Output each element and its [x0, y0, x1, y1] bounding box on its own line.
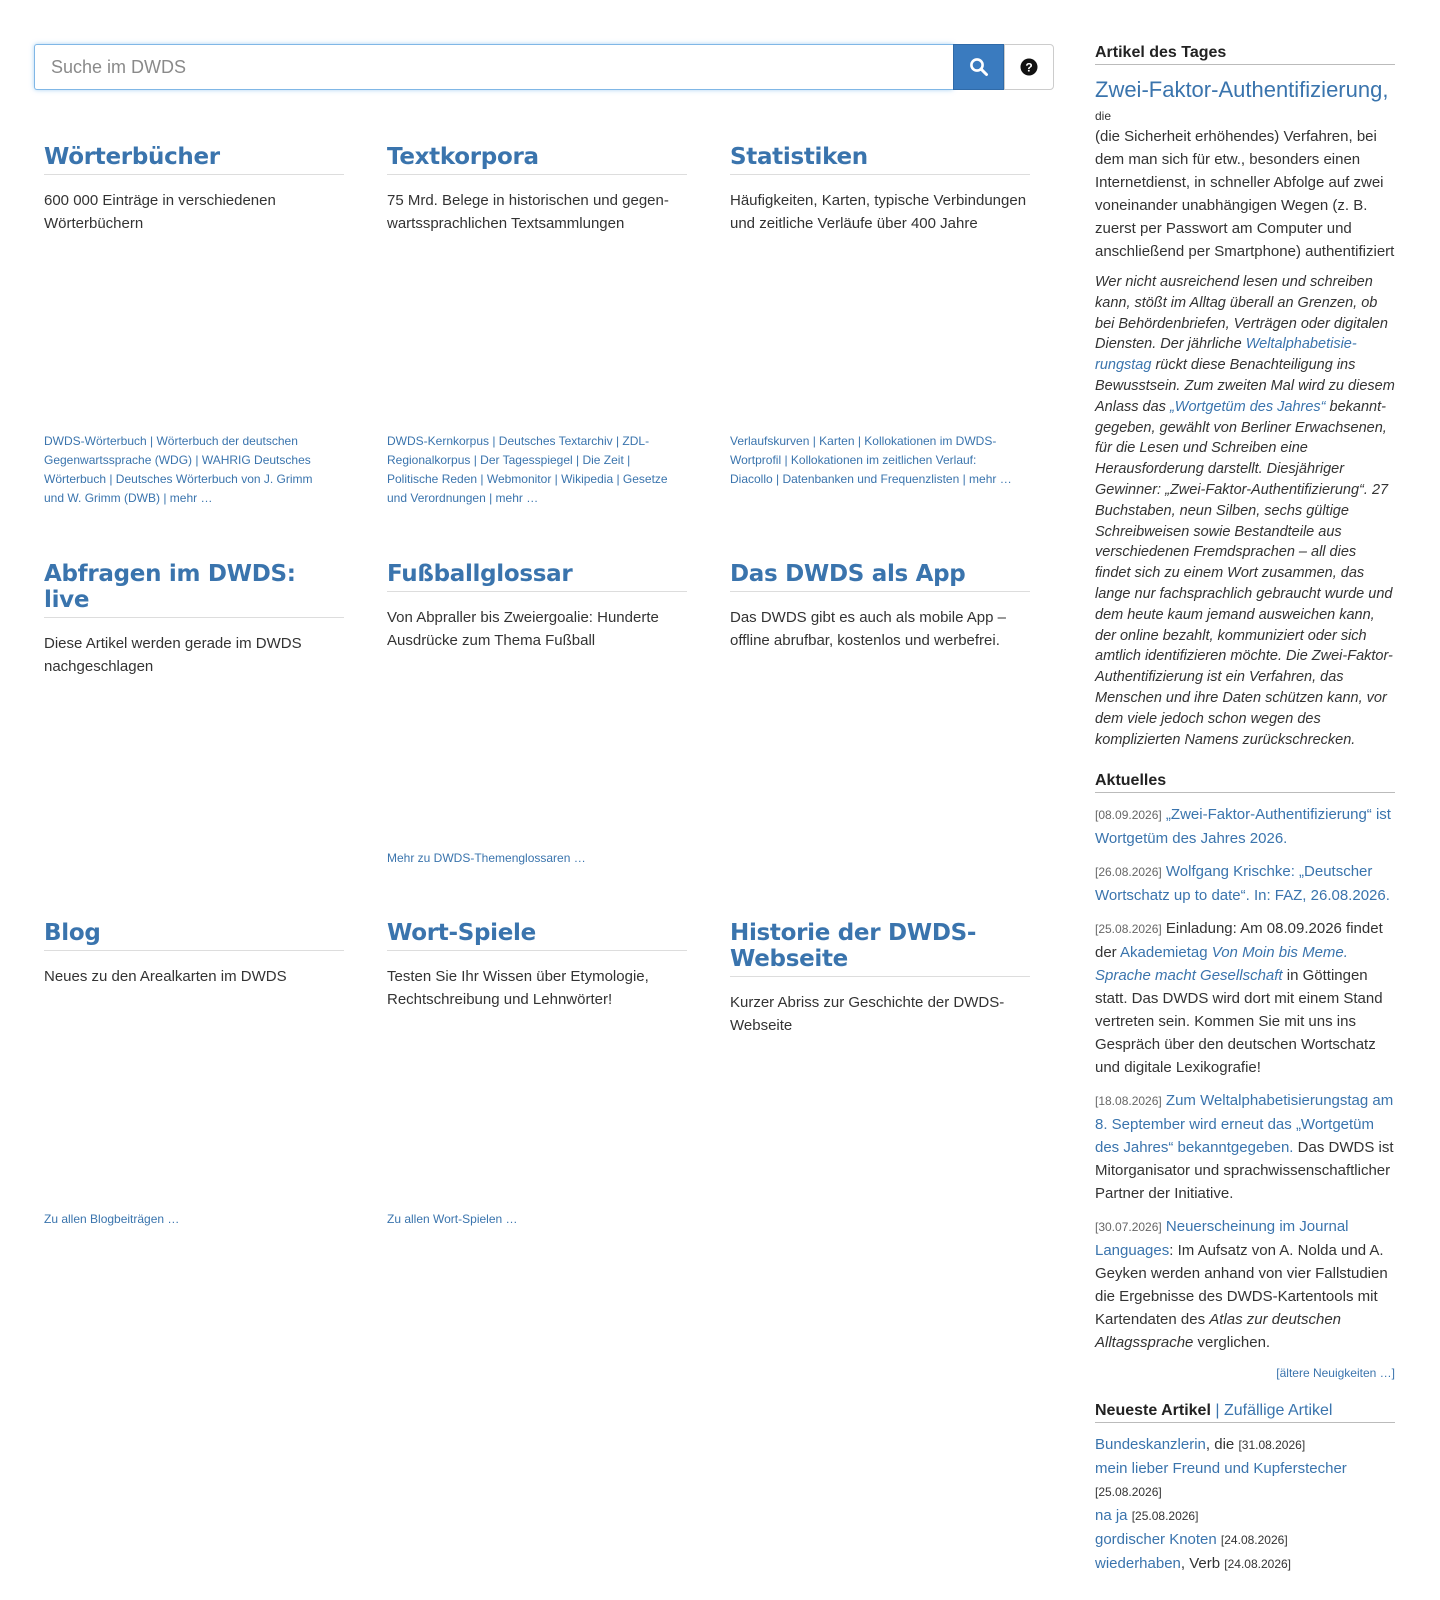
newest-date: [24.08.2026] — [1224, 1557, 1292, 1572]
card-wort-spiele — [387, 920, 687, 1226]
card-text: Neues zu den Arealkarten im DWDS — [44, 968, 287, 985]
card-historie — [730, 920, 1030, 1037]
search-input[interactable] — [34, 44, 953, 90]
svg-text:?: ? — [1025, 60, 1033, 75]
newest-date: [25.08.2026] — [1131, 1509, 1199, 1524]
newest-link[interactable]: wiederhaben — [1095, 1555, 1181, 1573]
aotd-definition: (die Sicherheit erhöhendes) Verfahren, bei dem man sich für etw., besonders einen Internetdienst, in schneller Abfolge auf zwei voneinander unabhängigen Wegen (z. B. zuerst per Passwort am Computer und anschließend per Smartphone) authentifiziert — [1095, 128, 1395, 260]
list-item — [1095, 1528, 1395, 1552]
list-item — [1095, 1433, 1395, 1457]
newest-section — [1095, 1402, 1395, 1576]
news-link[interactable]: Neuerscheinung im Journal Languages — [1095, 1218, 1349, 1260]
search-button[interactable] — [953, 44, 1004, 90]
search-bar — [34, 44, 1054, 90]
card-title[interactable]: Textkorpora — [387, 144, 687, 175]
news-date: [18.08.2026] — [1095, 1094, 1162, 1109]
news-link[interactable]: Zum Weltalphabetisierungstag am 8. September wird erneut das „Wortgetüm des Jahres“ bekanntgegeben. — [1095, 1092, 1394, 1157]
news-heading: Aktuelles — [1095, 772, 1395, 793]
aotd-heading: Artikel des Tages — [1095, 44, 1395, 65]
help-button[interactable] — [1004, 44, 1054, 90]
tab-separator: | — [1210, 1402, 1224, 1420]
card-links[interactable]: DWDS-Kernkorpus | Deutsches Textarchiv | ZDL-Regionalkorpus | Der Tagesspiegel | Die Zeit | Politische Reden | Webmonitor | Wikipedia | Gesetze und Verordnungen | mehr … — [387, 434, 668, 505]
card-text: Diese Artikel werden gerade im DWDS nachgeschlagen — [44, 635, 302, 675]
news-link-text: Akademietag — [1120, 944, 1212, 962]
card-title[interactable]: Das DWDS als App — [730, 561, 1030, 592]
card-app — [730, 561, 1030, 652]
list-item — [1095, 1457, 1395, 1504]
news-date: [30.07.2026] — [1095, 1220, 1162, 1235]
aotd-text-part: bekanntgegeben, gewählt von Berliner Erwachsenen, für die Lesen und Schreiben eine Herausforderung darstellt. Diesjähriger Gewinner: „Zwei-Faktor-Authentifizierung“. 27 Buchstaben, neun Silben, sechs gültige Schreibweisen sowie Bestandteile aus verschiedenen Fremdsprachen – all dies findet sich zu einem Wort zusammen, das lange nur fachsprachlich gebraucht wurde und dem heute kaum jemand ausweichen kann, der online bezahlt, kommuniziert oder sich amtlich identifizieren möchte. Die Zwei-Faktor-Authentifizierung ist ein Verfahren, das Menschen und ihre Daten schützen kann, vor dem viele jedoch schon wegen des komplizierten Namens zurückschrecken. — [1095, 398, 1393, 748]
newest-link[interactable]: gordischer Knoten — [1095, 1531, 1217, 1549]
aotd-title-link[interactable]: Zwei-Faktor-Authentifizierung, — [1095, 77, 1389, 102]
aotd-link-wortgetuem[interactable]: „Wortgetüm des Jahres“ — [1169, 398, 1326, 415]
news-section — [1095, 772, 1395, 1380]
news-item — [1095, 803, 1395, 850]
news-text-italic: Atlas zur deutschen Alltagssprache — [1095, 1311, 1342, 1352]
card-text: Kurzer Abriss zur Geschichte der DWDS-Webseite — [730, 994, 1005, 1034]
news-text: Einladung: Am 08.09.2026 findet der — [1095, 920, 1383, 962]
card-more-link[interactable]: Zu allen Blogbeiträgen … — [44, 1212, 180, 1226]
newest-suffix: , die — [1205, 1436, 1235, 1454]
card-abfragen-live — [44, 561, 344, 678]
news-link[interactable]: Wolfgang Krischke: „Deutscher Wortschatz up to date“. In: FAZ, 26.08.2026. — [1095, 863, 1390, 905]
main-content — [34, 44, 1054, 90]
card-title[interactable]: Blog — [44, 920, 344, 951]
newest-suffix: , Verb — [1180, 1555, 1221, 1573]
card-blog — [44, 920, 344, 1226]
newest-link[interactable]: na ja — [1095, 1507, 1128, 1525]
sidebar — [1095, 44, 1395, 1576]
card-text: Das DWDS gibt es auch als mobile App – offline abrufbar, kostenlos und werbefrei. — [730, 609, 1006, 649]
news-link[interactable]: „Zwei-Faktor-Authentifizierung“ ist Wortgetüm des Jahres 2026. — [1095, 806, 1391, 848]
aotd-link-weltalphabetisierungstag[interactable]: Weltalphabetisierungstag — [1095, 336, 1357, 374]
card-title[interactable]: Abfragen im DWDS: live — [44, 561, 344, 618]
news-item — [1095, 860, 1395, 907]
card-text: Testen Sie Ihr Wissen über Etymologie, Rechtschreibung und Lehnwörter! — [387, 968, 649, 1008]
card-text: 75 Mrd. Belege in historischen und gegenwartssprachlichen Textsammlungen — [387, 192, 669, 232]
news-item — [1095, 1089, 1395, 1205]
newest-tab[interactable]: Neueste Artikel — [1095, 1402, 1211, 1420]
news-text: in Göttingen statt. Das DWDS wird dort mit einem Stand vertreten sein. Kommen Sie mit uns ins Gespräch über den deutschen Wortschatz und digitale Lexikografie! — [1095, 967, 1383, 1077]
newest-date: [25.08.2026] — [1095, 1485, 1162, 1500]
card-statistiken — [730, 144, 1030, 486]
card-links[interactable]: Verlaufskurven | Karten | Kollokationen im DWDS-Wortprofil | Kollokationen im zeitlichen Verlauf: Diacollo | Datenbanken und Frequenzlisten | mehr … — [730, 434, 1012, 486]
card-text: Von Abpraller bis Zweiergoalie: Hunderte Ausdrücke zum Thema Fußball — [387, 609, 659, 649]
search-icon — [969, 57, 989, 77]
question-icon — [1020, 58, 1038, 76]
news-item — [1095, 917, 1395, 1079]
news-text: Das DWDS ist Mitorganisator und sprachwissenschaftlicher Partner der Initiative. — [1095, 1139, 1394, 1203]
list-item — [1095, 1552, 1395, 1576]
card-title[interactable]: Historie der DWDS-Webseite — [730, 920, 1030, 977]
card-title[interactable]: Wörterbücher — [44, 144, 344, 175]
card-woerterbuecher — [44, 144, 344, 505]
newest-link[interactable]: mein lieber Freund und Kupferstecher — [1095, 1460, 1347, 1478]
news-date: [08.09.2026] — [1095, 808, 1162, 823]
card-more-link[interactable]: Zu allen Wort-Spielen … — [387, 1212, 518, 1226]
random-tab[interactable]: Zufällige Artikel — [1223, 1402, 1333, 1420]
news-link-italic: Von Moin bis Meme. Sprache macht Gesellschaft — [1095, 944, 1348, 985]
older-news-link[interactable]: [ältere Neuigkeiten …] — [1276, 1366, 1395, 1381]
card-text: 600 000 Einträge in verschiedenen Wörterbüchern — [44, 192, 276, 232]
newest-heading — [1095, 1402, 1395, 1423]
aotd-pos: die — [1095, 109, 1112, 123]
aotd-text-part: rückt diese Benachteiligung ins Bewusstsein. Zum zweiten Mal wird zu diesem Anlass das — [1095, 357, 1395, 415]
news-item — [1095, 1215, 1395, 1354]
card-fussballglossar — [387, 561, 687, 865]
newest-link[interactable]: Bundeskanzlerin — [1095, 1436, 1206, 1454]
newest-date: [31.08.2026] — [1238, 1438, 1306, 1453]
aotd-text — [1095, 272, 1395, 750]
newest-date: [24.08.2026] — [1220, 1533, 1288, 1548]
card-more-link[interactable]: Mehr zu DWDS-Themenglossaren … — [387, 851, 586, 865]
news-text: : Im Aufsatz von A. Nolda und A. Geyken werden anhand von vier Fallstudien die Ergebnisse des DWDS-Kartentools mit Kartendaten des — [1095, 1242, 1388, 1329]
card-title[interactable]: Statistiken — [730, 144, 1030, 175]
card-title[interactable]: Fußballglossar — [387, 561, 687, 592]
list-item — [1095, 1504, 1395, 1528]
news-date: [26.08.2026] — [1095, 865, 1162, 880]
newest-list — [1095, 1433, 1395, 1576]
card-links[interactable]: DWDS-Wörterbuch | Wörterbuch der deutschen Gegenwartssprache (WDG) | WAHRIG Deutsches Wörterbuch | Deutsches Wörterbuch von J. Grimm und W. Grimm (DWB) | mehr … — [44, 434, 313, 505]
news-text: verglichen. — [1193, 1334, 1271, 1352]
card-textkorpora — [387, 144, 687, 505]
news-date: [25.08.2026] — [1095, 922, 1162, 937]
card-text: Häufigkeiten, Karten, typische Verbindungen und zeitliche Verläufe über 400 Jahre — [730, 192, 1027, 232]
card-title[interactable]: Wort-Spiele — [387, 920, 687, 951]
aotd-text-part: Wer nicht ausreichend lesen und schreiben kann, stößt im Alltag überall an Grenzen, ob bei Behördenbriefen, Verträgen oder digitalen Diensten. Der jährliche — [1095, 274, 1388, 353]
